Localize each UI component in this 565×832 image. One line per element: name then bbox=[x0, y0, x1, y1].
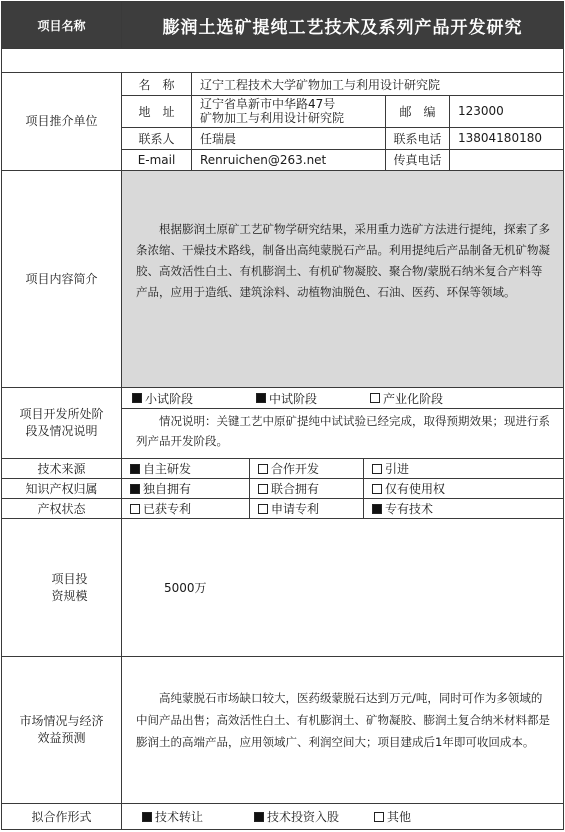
stage-section bbox=[2, 388, 563, 459]
tech-source-row bbox=[2, 459, 563, 479]
cooperation-option-equity[interactable] bbox=[254, 804, 339, 829]
cooperation-label: 拟合作形式 bbox=[2, 804, 122, 829]
market-text-area bbox=[122, 657, 563, 803]
market-text: 高纯蒙脱石市场缺口较大，医药级蒙脱石达到万元/吨，同时可作为多领域的中间产品出售；高效活性白土、有机膨润土、矿物凝胶、膨润土复合纳米材料都是膨润土的高端产品，应用领域广、利润空间大；项目建成后1年即可收回成本。 bbox=[136, 691, 550, 749]
stage-options bbox=[122, 388, 563, 409]
unit-name-row bbox=[122, 73, 563, 96]
stage-option-label: 小试阶段 bbox=[145, 391, 194, 406]
cooperation-row bbox=[2, 804, 563, 829]
intro-label: 项目内容简介 bbox=[2, 171, 122, 387]
unit-contact-value: 任瑞晨 bbox=[192, 127, 386, 149]
option-label: 技术投资入股 bbox=[267, 810, 340, 824]
unit-contact-row bbox=[122, 127, 563, 150]
option-label: 仅有使用权 bbox=[385, 482, 446, 496]
project-title: 膨润土选矿提纯工艺技术及系列产品开发研究 bbox=[122, 2, 563, 48]
cooperation-option-transfer[interactable] bbox=[142, 804, 203, 829]
unit-contact-label: 联系人 bbox=[122, 127, 192, 149]
ip-status-option-proprietary[interactable] bbox=[372, 499, 433, 518]
unit-address-value bbox=[192, 95, 386, 127]
market-label-line1: 市场情况与经济 bbox=[19, 714, 104, 728]
project-name-label: 项目名称 bbox=[2, 2, 122, 48]
ip-owner-row bbox=[2, 479, 563, 499]
checkbox-checked-icon bbox=[132, 393, 142, 403]
tech-source-label: 技术来源 bbox=[2, 459, 122, 478]
unit-address-label: 地 址 bbox=[122, 95, 192, 127]
checkbox-checked-icon bbox=[256, 393, 266, 403]
option-label: 已获专利 bbox=[143, 502, 192, 516]
option-label: 独自拥有 bbox=[143, 482, 192, 496]
unit-phone-value: 13804180180 bbox=[458, 131, 542, 145]
unit-email-label: E-mail bbox=[122, 149, 192, 170]
option-label: 联合拥有 bbox=[271, 482, 320, 496]
tech-source-option-import[interactable] bbox=[372, 459, 409, 478]
option-label: 技术转让 bbox=[155, 810, 204, 824]
unit-address-row bbox=[122, 95, 563, 128]
option-label: 自主研发 bbox=[143, 462, 192, 476]
unit-name-value: 辽宁工程技术大学矿物加工与利用设计研究院 bbox=[200, 77, 441, 92]
investment-section bbox=[2, 519, 563, 657]
project-form bbox=[1, 1, 564, 830]
intro-section bbox=[2, 171, 563, 388]
spacer-row bbox=[2, 49, 563, 73]
stage-option-label: 产业化阶段 bbox=[383, 391, 444, 406]
market-label bbox=[2, 657, 122, 803]
ip-status-label: 产权状态 bbox=[2, 499, 122, 518]
checkbox-checked-icon bbox=[372, 504, 382, 514]
unit-address-line1: 辽宁省阜新市中华路47号 bbox=[200, 97, 336, 111]
header-row bbox=[2, 2, 563, 49]
intro-text: 根据膨润土原矿工艺矿物学研究结果，采用重力选矿方法进行提纯，探索了多条浓缩、干燥技术路线，制备出高纯蒙脱石产品。利用提纯后产品制备无机矿物凝胶、高效活性白土、有机膨润土、有机矿物凝胶、聚合物/蒙脱石纳米复合产料等产品，应用于造纸、建筑涂料、动植物油脱色、石油、医药、环保等领域。 bbox=[136, 222, 550, 299]
ip-owner-option-use[interactable] bbox=[372, 479, 445, 498]
option-label: 专有技术 bbox=[385, 502, 434, 516]
checkbox-checked-icon bbox=[254, 812, 264, 822]
unit-email-value: Renruichen@263.net bbox=[192, 149, 386, 170]
unit-fax-value bbox=[450, 149, 563, 170]
unit-postcode-label: 邮 编 bbox=[386, 95, 450, 127]
investment-value: 5000万 bbox=[164, 581, 207, 595]
unit-fax-label: 传真电话 bbox=[386, 149, 450, 170]
stage-label bbox=[2, 388, 122, 458]
stage-label-line2: 段及情况说明 bbox=[25, 424, 98, 438]
checkbox-empty-icon bbox=[372, 464, 382, 474]
investment-label bbox=[2, 519, 122, 656]
option-label: 合作开发 bbox=[271, 462, 320, 476]
investment-label-line2: 资规模 bbox=[51, 588, 88, 603]
stage-option-pilot[interactable] bbox=[256, 388, 317, 408]
intro-text-area bbox=[122, 171, 563, 387]
unit-email-row bbox=[122, 149, 563, 170]
stage-note: 情况说明：关键工艺中原矿提纯中试试验已经完成，取得预期效果；现进行系列产品开发阶段。 bbox=[136, 414, 550, 448]
checkbox-empty-icon bbox=[374, 812, 384, 822]
option-label: 引进 bbox=[385, 462, 410, 476]
unit-phone-label: 联系电话 bbox=[386, 127, 450, 149]
ip-status-row bbox=[2, 499, 563, 519]
unit-section-label: 项目推介单位 bbox=[2, 73, 122, 170]
ip-owner-label: 知识产权归属 bbox=[2, 479, 122, 498]
checkbox-checked-icon bbox=[142, 812, 152, 822]
unit-address-line2: 矿物加工与利用设计研究院 bbox=[200, 111, 345, 125]
market-section bbox=[2, 657, 563, 804]
stage-option-industrial[interactable] bbox=[370, 388, 443, 408]
unit-name-label: 名 称 bbox=[122, 73, 192, 95]
market-label-line2: 效益预测 bbox=[37, 731, 86, 745]
stage-note-area bbox=[122, 408, 563, 458]
stage-label-line1: 项目开发所处阶 bbox=[19, 407, 104, 421]
unit-section bbox=[2, 73, 563, 171]
option-label: 其他 bbox=[387, 810, 412, 824]
unit-postcode-value: 123000 bbox=[458, 104, 504, 118]
cooperation-option-other[interactable] bbox=[374, 804, 411, 829]
stage-option-label: 中试阶段 bbox=[269, 391, 318, 406]
stage-option-pilot-small[interactable] bbox=[132, 388, 193, 408]
checkbox-empty-icon bbox=[370, 393, 380, 403]
option-label: 申请专利 bbox=[271, 502, 320, 516]
checkbox-empty-icon bbox=[372, 484, 382, 494]
investment-label-line1: 项目投 bbox=[51, 571, 88, 586]
